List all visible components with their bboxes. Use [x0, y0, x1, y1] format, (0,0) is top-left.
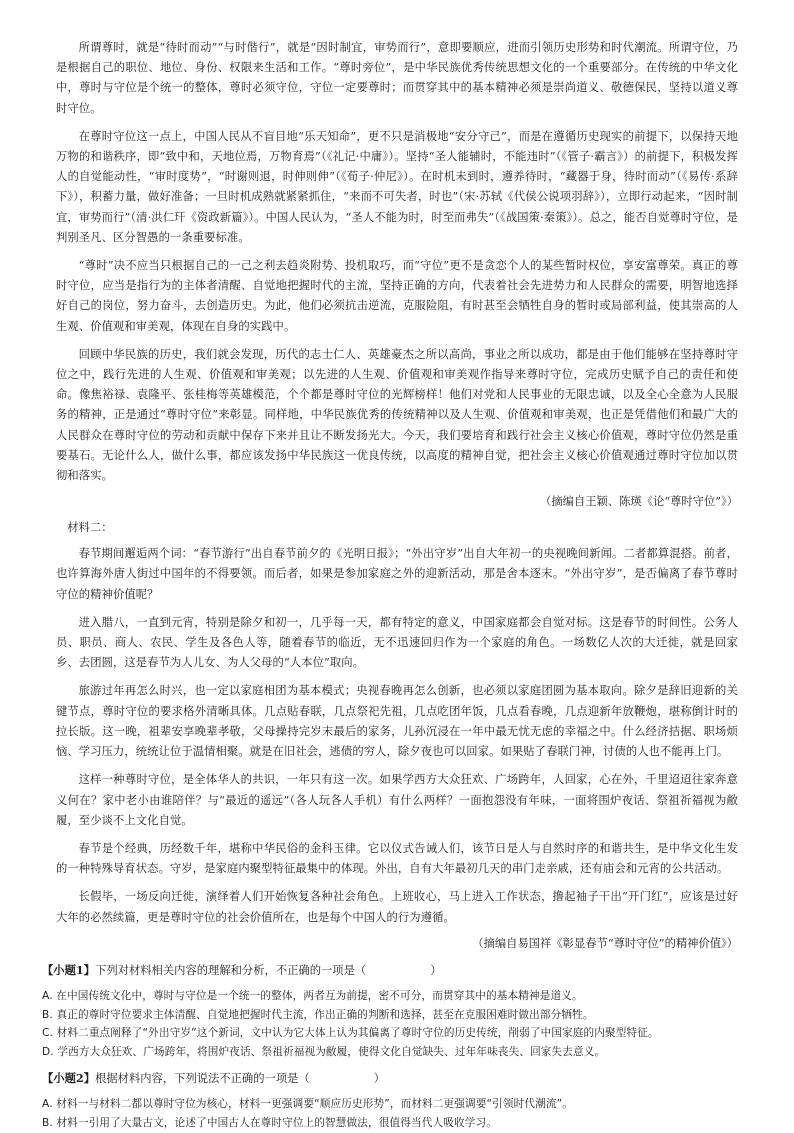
paragraph: 回顾中华民族的历史，我们就会发现，历代的志士仁人、英雄豪杰之所以高尚，事业之所以成功，都是由于他们能够在坚持尊时守位之中，践行先进的人生观、价值观和审美观；以先进的人生观、价值观和审美观作指导来尊时守位，完成历史赋予自己的责任和使命。像焦裕禄、袁隆平、张桂梅等英雄模范，个个都是尊时守位的光辉榜样！他们对党和人民事业的无限忠诚，以及全心全意为人民服务的精神，正是通过“尊时守位”来彰显。同样地，中华民族优秀的传统精神以及人生观、价值观和审美观，也正是凭借他们和最广大的人民群众在尊时守位的劳动和贡献中保存下来并且让不断发扬光大。今天，我们要培育和践行社会主义核心价值观，尊时守位仍然是重要基石。无论什么人，做什么事，都应该发扬中华民族这一优良传统，以高度的精神自觉，把社会主义核心价值观通过尊时守位加以贯彻和落实。 [56, 347, 738, 483]
paragraph: 长假毕，一场反向迁徙，演绎着人们开始恢复各种社会角色。上班收心，马上进入工作状态，撸起袖子干出“开门红”，应该是过好大年的必然续篇，更是尊时守位的社会价值所在，也是每个中国人的行为遵循。 [56, 890, 738, 924]
paragraph: “尊时”决不应当只根据自己的一己之利去趋炎附势、投机取巧，而“守位”更不是贪恋个人的某些暂时权位，享安富尊荣。真正的尊时守位，应当是指行为的主体者清醒、自觉地把握时代的主流，坚持正确的方向，代表着社会先进势力和人民群众的需要，明智地选择好自己的岗位，努力奋斗，去创造历史。为此，他们必须抗击逆流，克服险阻，有时甚至会牺牲自身的暂时或局部利益，使其崇高的人生观、价值观和审美观，体现在自身的实践中。 [56, 259, 738, 333]
question-stem [42, 1068, 738, 1089]
question-number: 【小题2】 [42, 1070, 96, 1085]
question-stem [42, 960, 738, 981]
option-c[interactable]: C. 材料二重点阐释了“外出守岁”这个新词，文中认为它大体上认为其偏离了尊时守位的历史传统，削弱了中国家庭的内聚型特征。 [42, 1027, 659, 1040]
option-b[interactable]: B. 真正的尊时守位要求主体清醒、自觉地把握时代主流，作出正确的判断和选择，甚至在克服困难时做出部分牺牲。 [42, 1008, 594, 1021]
question-close: ） [430, 963, 442, 977]
material-two [56, 518, 738, 953]
material-label: 材料二： [67, 521, 113, 535]
paragraph: 旅游过年再怎么时兴，也一定以家庭相团为基本模式；央视春晚再怎么创新，也必须以家庭团圆为基本取向。除夕是辞旧迎新的关键节点，尊时守位的要求格外清晰具体。几点贴春联，几点祭祀先祖，几点吃团年饭，几点看春晚，几点迎新年放鞭炮，堪称倒计时的拉长版。这一晚，祖辈安享晚辈孝敬，父母操持完岁末最后的家务，儿孙沉浸在一年中最无忧无虑的幸福之中。什么经济拮据、职场烦恼、学习压力，统统让位于温情相聚。就是在旧社会，逃债的穷人，除夕夜也可以回家。如果贴了春联门神，讨债的人也不能再上门。 [56, 684, 738, 759]
question-close: ） [373, 1071, 386, 1085]
source-citation: （摘编自王颖、陈瑛《论“尊时守位”》） [540, 495, 738, 509]
option-d[interactable]: D. 学西方大众狂欢、广场跨年，将围炉夜话、祭祖祈福视为敝履，使得文化自觉缺失、过年年味丧失、回家失去意义。 [42, 1046, 606, 1059]
paragraph: 所谓尊时，就是“待时而动”“与时偕行”，就是“因时制宜，审势而行”，意即要顺应，进而引领历史形势和时代潮流。所谓守位，乃是根据自己的职位、地位、身份、权限来生活和工作。“尊时旁位”，是中华民族优秀传统思想文化的一个重要部分。在传统的中华文化中，尊时与守位是个统一的整体，尊时必须守位，守位一定要尊时；而贯穿其中的基本精神必须是崇尚道义、敬德保民，坚持以道义尊时守位。 [56, 41, 738, 115]
option-a[interactable]: A. 材料一与材料二都以尊时守位为核心，材料一更强调要“顺应历史形势”，而材料二更强调要“引领时代潮流”。 [42, 1097, 574, 1110]
paragraph: 进入腊八，一直到元宵，特别是除夕和初一，几乎每一天，都有特定的意义，中国家庭都会自觉对标。这是春节的时间性。公务人员、职员、商人、农民、学生及各色人等，随着春节的临近，无不迅速回归作为一个家庭的角色。一场数亿人次的大迁徙，就是回家乡、去团圆，这是春节为人儿女、为人父母的“人本位”取向。 [56, 615, 738, 670]
question-1 [42, 960, 738, 1062]
question-text: 下列对材料相关内容的理解和分析，不正确的一项是（ [95, 963, 367, 977]
paragraph: 这样一种尊时守位，是全体华人的共识，一年只有这一次。如果学西方大众狂欢、广场跨年，人回家，心在外，千里迢迢往家奔意义何在？家中老小由谁陪伴？与“最近的遥远”（各人玩各人手机）有什么两样？一面抱怨没有年味，一面将围炉夜话、祭祖祈福视为敝履，至少谈不上文化自觉。 [56, 773, 738, 827]
paragraph: 春节是个经典，历经数千年，堪称中华民俗的金科玉律。它以仪式告诫人们，该节日是人与自然时序的和谐共生，是中华文化生发的一种特殊导育状态。守岁，是家庭内聚型特征最集中的体现。外出，自有大年最初几天的串门走亲戚，还有庙会和元宵的公共活动。 [56, 841, 738, 876]
paragraph: 在尊时守位这一点上，中国人民从不盲目地“乐天知命”，更不只是消极地“安分守己”，而是在遵循历史现实的前提下，以保持天地万物的和谐秩序，即“致中和，天地位焉，万物育焉”（《礼记·中庸》）。坚持“圣人能辅时，不能违时”（《管子·霸言》）的前提下，积极发挥人的自觉能动性，“审时度势”，“时谢则退，时伸则伸”（《荀子·仲尼》）。在时机未到时，遵养待时，“藏器于身，待时而动”（《易传·系辞下》），积蓄力量，做好准备；一旦时机成熟就紧紧抓住，“来而不可失者，时也”（宋·苏轼《代侯公说项羽辞》），立即行动起来，“因时制宜，审势而行”（清·洪仁玕《资政新篇》）。中国人民认为，“圣人不能为时，时至而弗失”（《战国策·秦策》）。总之，能否自觉尊时守位，是判别圣凡、区分智愚的一条重要标准。 [56, 129, 738, 244]
question-number: 【小题1】 [42, 962, 96, 977]
question-text: 根据材料内容，下列说法不正确的一项是（ [95, 1071, 310, 1085]
source-citation: （摘编自易国祥《彰显春节“尊时守位”的精神价值》） [472, 936, 738, 950]
material-one [56, 38, 738, 512]
option-b[interactable]: B. 材料一引用了大量古文，论述了中国古人在尊时守位上的智慧做法，很值得当代人吸收学习。 [42, 1116, 497, 1129]
question-2 [42, 1068, 738, 1133]
paragraph: 春节期间邂逅两个词：“春节游行”出自春节前夕的《光明日报》；“外出守岁”出自大年初一的央视晚间新闻。二者都算混搭。前者，也许算海外唐人街过中国年的不得要领。而后者，如果是参加家庭之外的迎新活动，那是舍本逐末。“外出守岁”，是否偏离了春节尊时守位的精神价值呢？ [56, 547, 738, 601]
option-a[interactable]: A. 在中国传统文化中，尊时与守位是一个统一的整体，两者互为前提，密不可分，而贯穿其中的基本精神是道义。 [42, 989, 583, 1002]
